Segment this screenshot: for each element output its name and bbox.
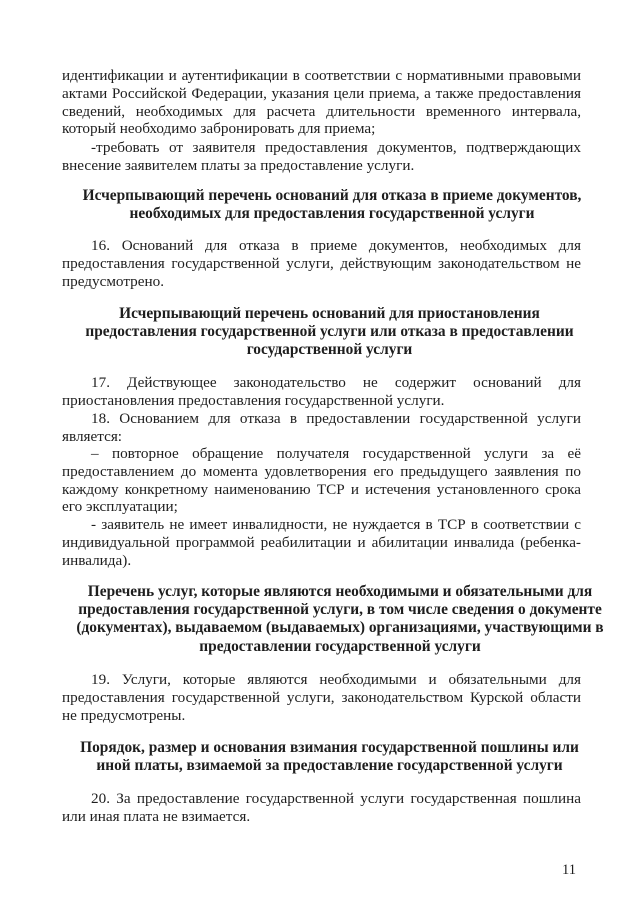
heading-state-fee: Порядок, размер и основания взимания государственной пошлины или иной платы, взимаемой за предоставление государственной услуги (80, 739, 579, 775)
paragraph-20: 20. За предоставление государственной услуги государственная пошлина или иная плата не взимается. (62, 790, 581, 825)
heading-refusal-acceptance: Исчерпывающий перечень оснований для отказа в приеме документов, необходимых для предоставления государственной услуги (82, 187, 582, 223)
paragraph-no-payment-docs: -требовать от заявителя предоставления документов, подтверждающих внесение заявителем платы за предоставление услуги. (62, 139, 581, 174)
paragraph-19: 19. Услуги, которые являются необходимыми и обязательными для предоставления государственной услуги, законодательством Курской области не предусмотрены. (62, 671, 581, 724)
paragraph-16: 16. Оснований для отказа в приеме документов, необходимых для предоставления государственной услуги, действующим законодательством не предусмотрено. (62, 237, 581, 290)
paragraph-no-disability: - заявитель не имеет инвалидности, не нуждается в ТСР в соответствии с индивидуальной программой реабилитации и абилитации инвалида (ребенка-инвалида). (62, 516, 581, 569)
heading-suspension-refusal: Исчерпывающий перечень оснований для приостановления предоставления государственной услуги или отказа в предоставлении государственной услуги (85, 305, 574, 359)
paragraph-continuation: идентификации и аутентификации в соответствии с нормативными правовыми актами Российской Федерации, указания цели приема, а также предоставления сведений, необходимых для расчета длительности временного интервала, который необходимо забронировать для приема; (62, 67, 581, 138)
page-number: 11 (562, 862, 576, 878)
paragraph-18: 18. Основанием для отказа в предоставлении государственной услуги является: (62, 410, 581, 445)
paragraph-repeat-request: – повторное обращение получателя государственной услуги за её предоставлением до момента удовлетворения его предыдущего заявления по каждому конкретному наименованию ТСР и истечения установленного срока его эксплуатации; (62, 445, 581, 516)
paragraph-17: 17. Действующее законодательство не содержит оснований для приостановления предоставления государственной услуги. (62, 374, 581, 409)
heading-required-services: Перечень услуг, которые являются необходимыми и обязательными для предоставления государственной услуги, в том числе сведения о документе (документах), выдаваемом (выдаваемых) организациями, участвующими в предоставлении государственной услуги (76, 583, 604, 655)
